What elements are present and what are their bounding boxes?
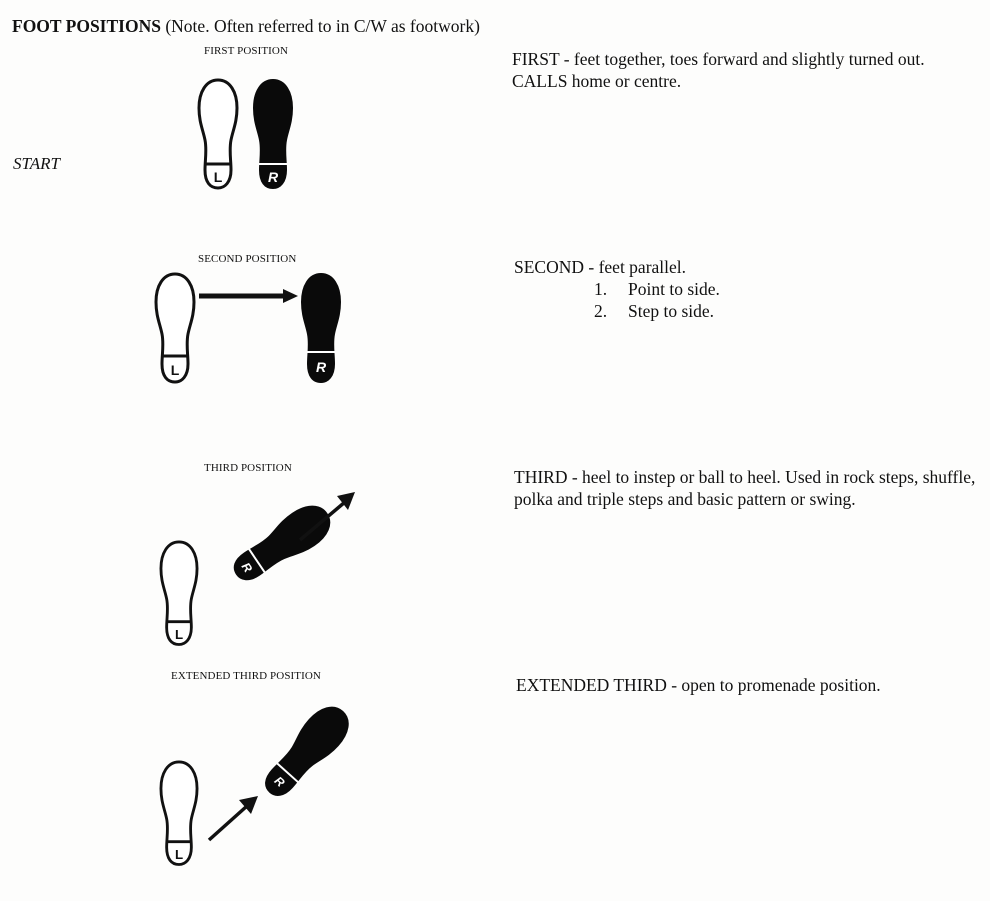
first-position-diagram — [198, 78, 298, 198]
step-item: 2. Step to side. — [594, 301, 715, 321]
right-foot-filled-icon — [302, 274, 340, 382]
first-position-caption: FIRST POSITION — [204, 45, 289, 57]
second-position-steps — [514, 278, 934, 322]
svg-text:L: L — [213, 169, 223, 185]
start-label: START — [13, 154, 60, 173]
svg-text:L: L — [174, 626, 184, 642]
third-position-diagram — [155, 490, 375, 670]
svg-text:R: R — [271, 773, 288, 790]
right-foot-filled-icon — [226, 498, 337, 590]
left-foot-outline-icon — [156, 274, 194, 382]
second-position-description: SECOND - feet parallel. 1. Point to side. 2. Step to side. — [514, 256, 934, 322]
extended-third-position-description: EXTENDED THIRD - open to promenade position. — [516, 675, 881, 695]
left-foot-outline-icon — [199, 80, 237, 188]
second-position-diagram — [155, 272, 355, 392]
first-position-description: FIRST - feet together, toes forward and slightly turned out. CALLS home or centre. — [512, 49, 925, 91]
arrow-right-icon — [199, 289, 298, 303]
svg-text:R: R — [238, 559, 256, 575]
extended-third-position-caption: EXTENDED THIRD POSITION — [171, 670, 321, 682]
svg-text:L: L — [174, 846, 184, 862]
arrow-diagonal-icon — [209, 796, 258, 840]
page-title: FOOT POSITIONS (Note. Often referred to in C/W as footwork) — [12, 16, 480, 36]
left-foot-outline-icon — [161, 762, 197, 865]
third-position-caption: THIRD POSITION — [204, 462, 292, 474]
extended-third-position-diagram — [155, 700, 375, 890]
right-foot-filled-icon — [254, 80, 292, 188]
third-position-description: THIRD - heel to instep or ball to heel. Used in rock steps, shuffle, polka and triple steps and basic pattern or swing. — [514, 467, 976, 509]
step-item: 1. Point to side. — [594, 279, 720, 299]
left-foot-outline-icon — [161, 542, 197, 645]
svg-text:R: R — [315, 359, 327, 375]
svg-text:L: L — [170, 362, 180, 378]
right-foot-filled-icon — [256, 699, 357, 805]
svg-text:R: R — [267, 169, 279, 185]
second-position-caption: SECOND POSITION — [198, 253, 297, 265]
